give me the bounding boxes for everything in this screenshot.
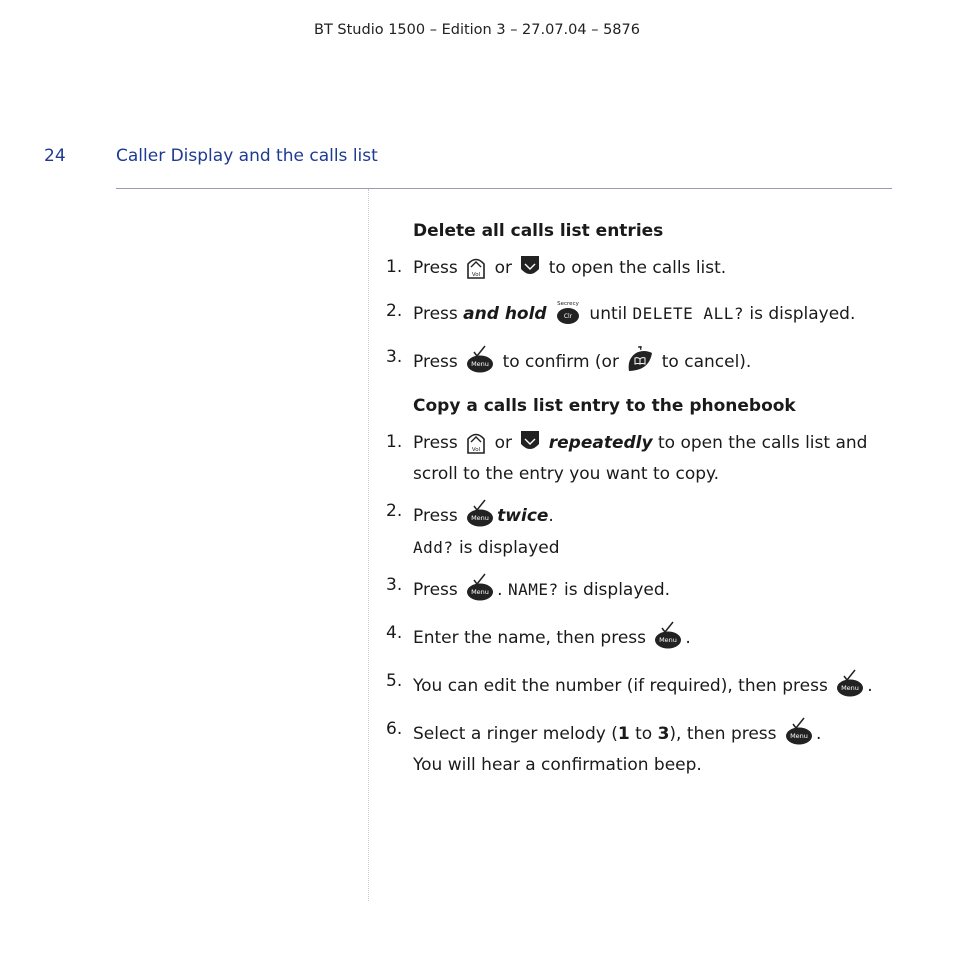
down-key-icon	[519, 255, 541, 287]
clr-secrecy-key-icon	[554, 299, 582, 333]
section-copy-entry	[386, 396, 896, 790]
menu-label: Menu	[659, 636, 678, 644]
menu-key-icon	[465, 345, 495, 381]
header-rule	[116, 188, 892, 189]
vol-label: Vol	[472, 272, 481, 278]
step-item: 5. You can edit the number (if required), then press Menu .	[386, 669, 896, 705]
up-vol-key-icon	[465, 430, 487, 462]
clr-label: Clr	[563, 313, 573, 320]
menu-key-icon	[835, 669, 865, 705]
step-item: 1. Press Vol or to open the calls list.	[386, 255, 896, 287]
step-item: 6. Select a ringer melody (1 to 3), then press Menu . You will hear a confirmation beep.	[386, 719, 822, 775]
step-item: 4. Enter the name, then press Menu .	[386, 621, 896, 657]
step-item: 3. Press Menu to confirm (or to cancel).	[386, 345, 896, 381]
step-item: 3. Press Menu . NAME? is displayed.	[386, 573, 896, 609]
secrecy-label: Secrecy	[557, 301, 579, 307]
section-heading: Delete all calls list entries	[413, 221, 664, 241]
display-text: DELETE ALL?	[632, 304, 744, 323]
section-delete-all	[386, 221, 896, 393]
menu-label: Menu	[471, 514, 490, 522]
menu-label: Menu	[841, 684, 860, 692]
menu-label: Menu	[471, 360, 490, 368]
page-number: 24	[44, 146, 66, 166]
vol-label: Vol	[472, 447, 481, 453]
menu-key-icon	[465, 499, 495, 535]
menu-label: Menu	[790, 732, 808, 740]
menu-key-icon	[653, 621, 683, 657]
menu-key-icon	[465, 573, 495, 609]
chapter-title: Caller Display and the calls list	[116, 146, 378, 166]
steps-list	[386, 255, 896, 381]
display-text: NAME?	[507, 580, 559, 599]
phonebook-key-icon	[626, 345, 654, 381]
step-item: 2. Press and hold Secrecy Clr until DELETE ALL? is displayed.	[386, 299, 896, 333]
step-item: 2. Press Menu twice. Add? is displayed	[386, 501, 560, 558]
menu-key-icon	[784, 717, 814, 753]
edition-line: BT Studio 1500 – Edition 3 – 27.07.04 – 5876	[314, 22, 640, 38]
column-divider	[368, 189, 369, 901]
display-text: Add?	[413, 538, 454, 557]
up-vol-key-icon	[465, 255, 487, 287]
section-heading: Copy a calls list entry to the phonebook	[413, 396, 796, 416]
menu-label: Menu	[471, 588, 490, 596]
steps-list	[386, 430, 896, 778]
step-item: 1. Press Vol or repeatedly to open the calls list and scroll to the entry you want to copy.	[386, 432, 868, 484]
down-key-icon	[519, 430, 541, 462]
